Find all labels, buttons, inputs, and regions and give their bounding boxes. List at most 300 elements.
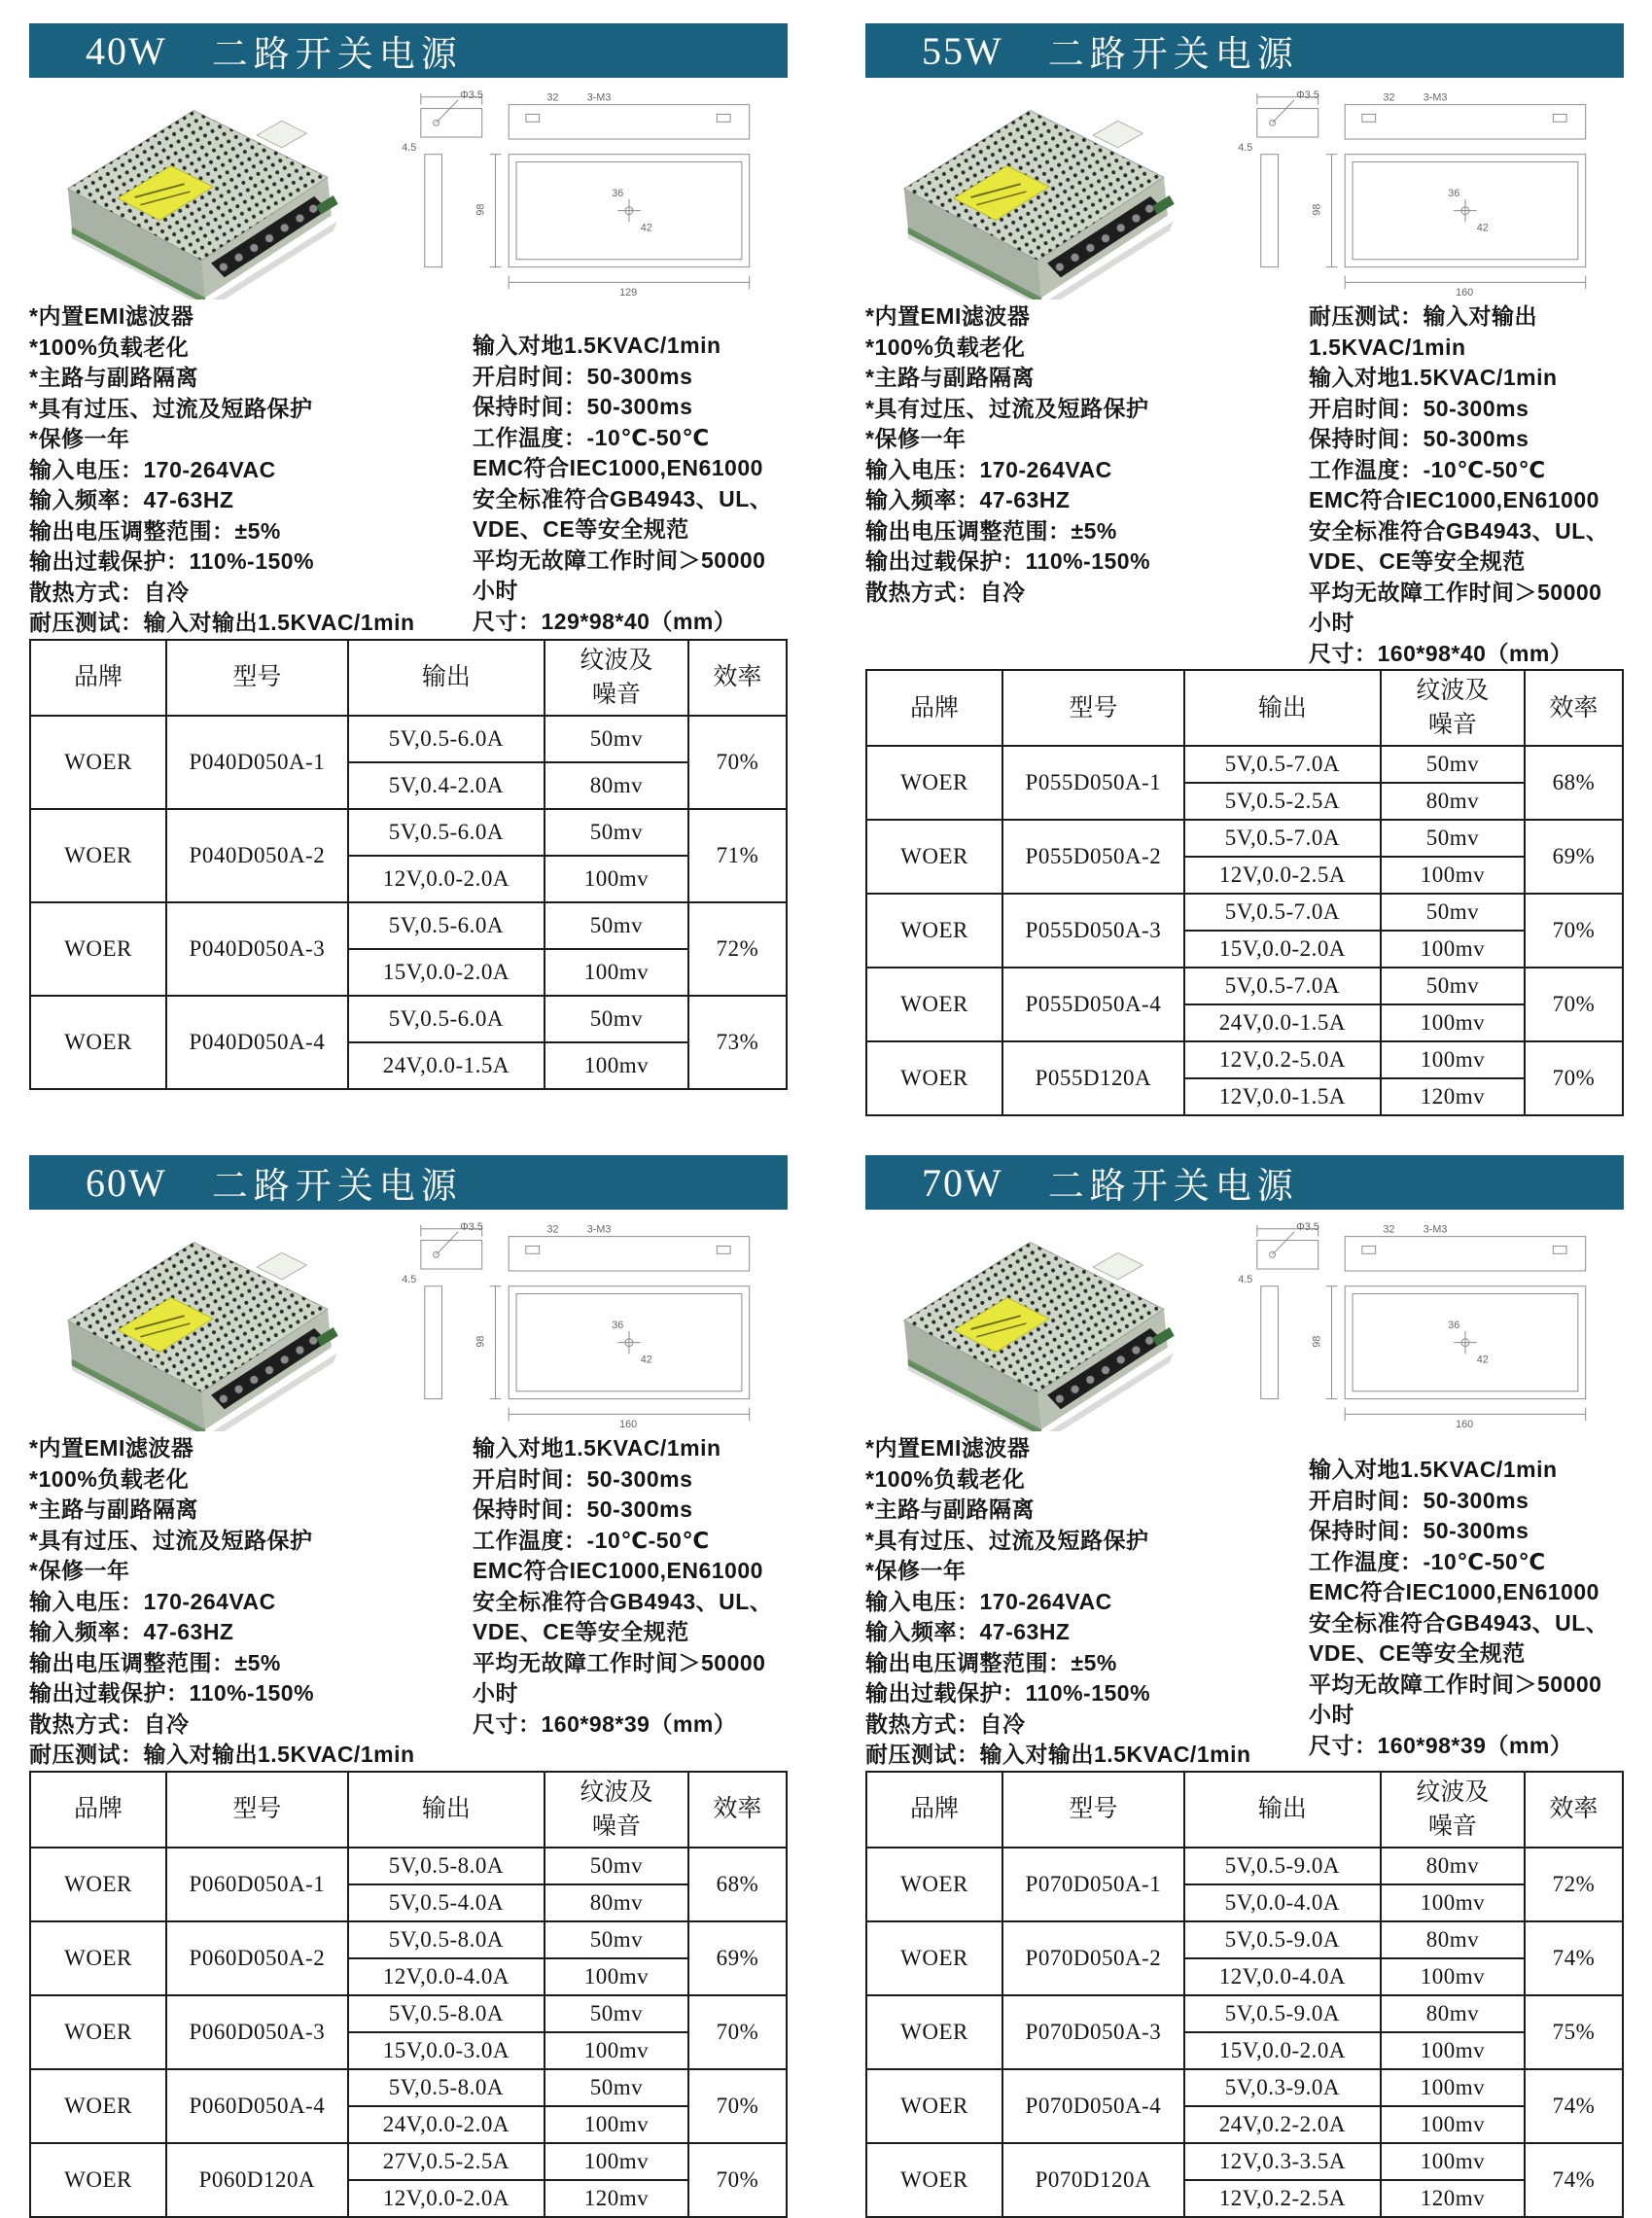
efficiency-cell: 70% (688, 716, 787, 809)
spec-line: *保修一年 (29, 426, 130, 451)
table-row (866, 2143, 1623, 2180)
spec-line: 保持时间：50-300ms (1309, 426, 1529, 451)
spec-line: EMC符合IEC1000,EN61000 (1309, 1579, 1599, 1604)
section-title-bar (29, 1155, 788, 1210)
brand-cell: WOER (866, 968, 1002, 1041)
table-row (30, 716, 787, 762)
section-40w (29, 23, 788, 1116)
spec-line: 散热方式：自冷 (29, 579, 190, 605)
efficiency-cell: 69% (1525, 820, 1623, 894)
spec-line: *具有过压、过流及短路保护 (29, 1527, 313, 1553)
spec-line: 输出过载保护：110%-150% (29, 1680, 315, 1706)
spec-line: EMC符合IEC1000,EN61000 (1309, 487, 1599, 512)
output-cell: 15V,0.0-3.0A (348, 2032, 545, 2069)
brand-cell: WOER (866, 2069, 1002, 2143)
spec-text-block (29, 301, 788, 639)
spec-line: 尺寸：160*98*39（mm） (473, 1710, 737, 1737)
column-header: 型号 (166, 1772, 348, 1848)
table-row (30, 2069, 787, 2106)
column-header: 效率 (1525, 1772, 1623, 1848)
product-photo (865, 86, 1186, 304)
efficiency-cell: 74% (1525, 2069, 1623, 2143)
output-cell: 5V,0.5-4.0A (348, 1884, 545, 1921)
spec-line: 耐压测试：输入对输出1.5KVAC/1min (29, 1742, 415, 1767)
spec-line: 尺寸：160*98*40（mm） (1309, 640, 1573, 666)
table-row (30, 809, 787, 856)
dim-screws-label: 3-M3 (586, 91, 612, 104)
section-title-bar (29, 23, 788, 78)
output-cell: 5V,0.5-8.0A (348, 1921, 545, 1958)
dimension-drawing-svg (362, 86, 785, 299)
table-row (866, 746, 1623, 783)
spec-line: 输入频率：47-63HZ (865, 1619, 1071, 1644)
output-cell: 15V,0.0-2.0A (1184, 931, 1381, 968)
efficiency-cell: 68% (1525, 746, 1623, 820)
model-cell: P070D120A (1002, 2143, 1184, 2217)
spec-line: EMC符合IEC1000,EN61000 (473, 1558, 763, 1583)
model-cell: P055D120A (1002, 1041, 1184, 1115)
model-cell: P060D050A-1 (166, 1848, 348, 1921)
output-cell: 15V,0.0-2.0A (348, 949, 545, 996)
output-cell: 5V,0.4-2.0A (348, 762, 545, 809)
column-header: 纹波及噪音 (1381, 1772, 1525, 1848)
brand-cell: WOER (866, 894, 1002, 968)
spec-line: *100%负载老化 (865, 1465, 1026, 1492)
model-cell: P040D050A-4 (166, 996, 348, 1089)
table-row (30, 1995, 787, 2032)
section-55w (865, 23, 1624, 1116)
ripple-cell: 100mv (1381, 2069, 1525, 2106)
feature-list (29, 1433, 459, 1771)
spec-line: *100%负载老化 (29, 1465, 190, 1492)
table-row (866, 1995, 1623, 2032)
section-title-bar (865, 1155, 1624, 1210)
ripple-cell: 50mv (1381, 968, 1525, 1004)
spec-line: 输入对地1.5KVAC/1min (1309, 365, 1558, 390)
dim-c2-label: 42 (640, 1354, 652, 1366)
model-cell: P060D120A (166, 2143, 348, 2217)
ripple-cell: 100mv (1381, 1884, 1525, 1921)
brand-cell: WOER (866, 1041, 1002, 1115)
output-cell: 5V,0.5-6.0A (348, 809, 545, 856)
spec-line: 输入电压：170-264VAC (29, 456, 276, 482)
column-header: 型号 (1002, 670, 1184, 746)
model-spec-table (865, 1771, 1624, 2218)
dim-edge-label: 4.5 (1238, 141, 1253, 154)
spec-line: 工作温度：-10℃-50℃ (473, 1527, 710, 1553)
spec-text-block (29, 1433, 788, 1771)
spec-line: 平均无故障工作时间＞50000小时 (473, 1649, 766, 1706)
column-header: 效率 (688, 1772, 787, 1848)
spec-line: 耐压测试：输入对输出1.5KVAC/1min (865, 1742, 1251, 1767)
output-cell: 12V,0.0-2.0A (348, 856, 545, 902)
output-cell: 12V,0.3-3.5A (1184, 2143, 1381, 2180)
model-cell: P055D050A-2 (1002, 820, 1184, 894)
spec-line: 保持时间：50-300ms (473, 394, 693, 419)
dim-pitch-label: 32 (546, 91, 559, 104)
section-title: 二路开关电源 (211, 35, 463, 75)
dim-c1-label: 36 (612, 1319, 624, 1331)
column-header: 效率 (688, 640, 787, 716)
column-header: 型号 (166, 640, 348, 716)
spec-line: 开启时间：50-300ms (473, 1465, 693, 1492)
output-cell: 5V,0.5-7.0A (1184, 968, 1381, 1004)
efficiency-cell: 73% (688, 996, 787, 1089)
model-cell: P070D050A-3 (1002, 1995, 1184, 2069)
output-cell: 5V,0.5-9.0A (1184, 1848, 1381, 1884)
column-header: 输出 (348, 1772, 545, 1848)
efficiency-cell: 75% (1525, 1995, 1623, 2069)
dim-screws-label: 3-M3 (586, 1223, 612, 1236)
brand-cell: WOER (30, 2143, 166, 2217)
ripple-cell: 100mv (545, 2143, 688, 2180)
spec-line: 输入对地1.5KVAC/1min (1309, 1457, 1558, 1482)
column-header: 纹波及噪音 (545, 1772, 688, 1848)
spec-line: 输入电压：170-264VAC (29, 1588, 276, 1614)
column-header: 品牌 (866, 670, 1002, 746)
output-cell: 12V,0.0-2.5A (1184, 857, 1381, 894)
section-title: 二路开关电源 (1047, 1167, 1299, 1207)
brand-cell: WOER (30, 1995, 166, 2069)
ripple-cell: 50mv (1381, 820, 1525, 857)
output-cell: 5V,0.5-2.5A (1184, 783, 1381, 820)
spec-line: *主路与副路隔离 (29, 1496, 198, 1522)
table-row (866, 1848, 1623, 1884)
spec-line: 散热方式：自冷 (865, 579, 1026, 605)
spec-line: 散热方式：自冷 (29, 1710, 190, 1737)
spec-line: *保修一年 (865, 426, 967, 451)
output-cell: 12V,0.2-5.0A (1184, 1041, 1381, 1078)
efficiency-cell: 74% (1525, 2143, 1623, 2217)
table-row (866, 1921, 1623, 1958)
output-cell: 12V,0.0-4.0A (1184, 1958, 1381, 1995)
output-cell: 5V,0.5-6.0A (348, 996, 545, 1042)
model-cell: P055D050A-3 (1002, 894, 1184, 968)
ripple-cell: 100mv (1381, 1041, 1525, 1078)
feature-list (865, 301, 1295, 608)
table-header-row (30, 1772, 787, 1848)
ripple-cell: 50mv (1381, 894, 1525, 931)
dim-c2-label: 42 (1476, 222, 1489, 234)
spec-line: 输入对地1.5KVAC/1min (473, 1435, 721, 1461)
spec-line: 输入频率：47-63HZ (29, 487, 234, 512)
table-row (866, 894, 1623, 931)
dim-depth-label: 98 (1311, 203, 1323, 216)
spec-line: 开启时间：50-300ms (473, 363, 693, 389)
output-cell: 5V,0.5-7.0A (1184, 746, 1381, 783)
spec-line: 输出过载保护：110%-150% (29, 548, 315, 574)
brand-cell: WOER (30, 902, 166, 996)
power-supply-photo (865, 1217, 1186, 1431)
spec-line: 安全标准符合GB4943、UL、VDE、CE等安全规范 (473, 1588, 773, 1644)
model-cell: P060D050A-2 (166, 1921, 348, 1995)
output-cell: 24V,0.0-2.0A (348, 2106, 545, 2143)
dim-hole-label: Φ3.5 (460, 88, 483, 101)
product-photo (29, 1217, 350, 1436)
dim-hole-label: Φ3.5 (1296, 1220, 1319, 1233)
dimension-drawing (362, 1217, 788, 1436)
efficiency-cell: 74% (1525, 1921, 1623, 1995)
table-row (866, 1041, 1623, 1078)
efficiency-cell: 70% (1525, 968, 1623, 1041)
output-cell: 12V,0.0-1.5A (1184, 1078, 1381, 1115)
section-60w (29, 1155, 788, 2218)
output-cell: 5V,0.5-9.0A (1184, 1921, 1381, 1958)
spec-text-block (865, 1433, 1624, 1771)
spec-line: 耐压测试：输入对输出1.5KVAC/1min (1309, 303, 1537, 360)
brand-cell: WOER (866, 746, 1002, 820)
ripple-cell: 50mv (545, 902, 688, 949)
efficiency-cell: 71% (688, 809, 787, 902)
power-supply-photo (29, 1217, 350, 1431)
spec-line: 保持时间：50-300ms (473, 1496, 693, 1522)
ripple-cell: 80mv (1381, 1995, 1525, 2032)
spec-line: *内置EMI滤波器 (29, 1435, 194, 1461)
power-supply-photo (865, 86, 1186, 299)
output-cell: 5V,0.5-8.0A (348, 1848, 545, 1884)
dim-edge-label: 4.5 (1238, 1273, 1253, 1285)
dim-c1-label: 36 (1448, 1319, 1460, 1331)
spec-line: 输入对地1.5KVAC/1min (473, 333, 721, 358)
product-photo (29, 86, 350, 304)
spec-line: *内置EMI滤波器 (865, 1435, 1031, 1461)
ripple-cell: 80mv (545, 1884, 688, 1921)
dim-pitch-label: 32 (1383, 91, 1395, 104)
ripple-cell: 80mv (1381, 783, 1525, 820)
ripple-cell: 100mv (545, 1042, 688, 1089)
section-power-label: 40W (86, 28, 167, 73)
spec-line: 平均无故障工作时间＞50000小时 (473, 546, 766, 603)
spec-line: *具有过压、过流及短路保护 (865, 1527, 1149, 1553)
product-photo (865, 1217, 1186, 1436)
table-row (866, 820, 1623, 857)
model-spec-table (29, 1771, 788, 2218)
spec-line: *内置EMI滤波器 (29, 303, 194, 329)
efficiency-cell: 70% (688, 2069, 787, 2143)
spec-line: *具有过压、过流及短路保护 (865, 395, 1149, 421)
spec-line: 安全标准符合GB4943、UL、VDE、CE等安全规范 (473, 485, 773, 542)
ripple-cell: 100mv (545, 2032, 688, 2069)
dim-c1-label: 36 (1448, 187, 1460, 199)
ripple-cell: 50mv (545, 1848, 688, 1884)
spec-line: *主路与副路隔离 (29, 365, 198, 390)
table-header-row (866, 1772, 1623, 1848)
spec-line: *100%负载老化 (29, 334, 190, 360)
spec-line: 输出电压调整范围：±5% (865, 517, 1117, 544)
spec-line: 尺寸：160*98*39（mm） (1309, 1732, 1573, 1758)
brand-cell: WOER (866, 2143, 1002, 2217)
efficiency-cell: 70% (1525, 894, 1623, 968)
output-cell: 27V,0.5-2.5A (348, 2143, 545, 2180)
dim-pitch-label: 32 (1383, 1223, 1395, 1236)
media-row (865, 86, 1624, 299)
spec-list (1309, 301, 1624, 669)
output-cell: 12V,0.0-4.0A (348, 1958, 545, 1995)
model-spec-table (865, 669, 1624, 1116)
column-header: 纹波及噪音 (1381, 670, 1525, 746)
model-cell: P040D050A-2 (166, 809, 348, 902)
ripple-cell: 50mv (545, 1921, 688, 1958)
dim-depth-label: 98 (475, 203, 487, 216)
output-cell: 5V,0.5-6.0A (348, 902, 545, 949)
spec-line: 安全标准符合GB4943、UL、VDE、CE等安全规范 (1309, 1609, 1609, 1666)
dimension-drawing (362, 86, 788, 304)
table-header-row (866, 670, 1623, 746)
output-cell: 5V,0.5-8.0A (348, 1995, 545, 2032)
ripple-cell: 50mv (1381, 746, 1525, 783)
ripple-cell: 100mv (1381, 931, 1525, 968)
column-header: 输出 (1184, 670, 1381, 746)
section-power-label: 60W (86, 1160, 167, 1205)
model-cell: P060D050A-3 (166, 1995, 348, 2069)
spec-line: 工作温度：-10℃-50℃ (1309, 456, 1546, 482)
dim-c2-label: 42 (1476, 1354, 1489, 1366)
ripple-cell: 50mv (545, 1995, 688, 2032)
ripple-cell: 120mv (545, 2180, 688, 2217)
efficiency-cell: 70% (688, 2143, 787, 2217)
dim-length-label: 160 (1456, 287, 1474, 299)
ripple-cell: 100mv (1381, 1958, 1525, 1995)
spec-line: 平均无故障工作时间＞50000小时 (1309, 1671, 1602, 1727)
ripple-cell: 100mv (1381, 857, 1525, 894)
spec-line: *主路与副路隔离 (865, 1496, 1035, 1522)
ripple-cell: 100mv (545, 949, 688, 996)
spec-list (1309, 1433, 1624, 1761)
model-cell: P040D050A-3 (166, 902, 348, 996)
spec-line: 尺寸：129*98*40（mm） (473, 608, 737, 634)
column-header: 品牌 (30, 1772, 166, 1848)
dim-edge-label: 4.5 (402, 1273, 417, 1285)
spec-line: *内置EMI滤波器 (865, 303, 1031, 329)
spec-line: 耐压测试：输入对输出1.5KVAC/1min (29, 610, 415, 635)
media-row (29, 86, 788, 299)
dim-length-label: 160 (619, 1419, 638, 1431)
column-header: 品牌 (866, 1772, 1002, 1848)
table-row (30, 1921, 787, 1958)
dimension-drawing (1198, 86, 1624, 304)
dim-length-label: 160 (1456, 1419, 1474, 1431)
efficiency-cell: 70% (688, 1995, 787, 2069)
dim-depth-label: 98 (1311, 1335, 1323, 1348)
spec-line: EMC符合IEC1000,EN61000 (473, 455, 763, 480)
column-header: 型号 (1002, 1772, 1184, 1848)
brand-cell: WOER (866, 1921, 1002, 1995)
dim-c1-label: 36 (612, 187, 624, 199)
ripple-cell: 100mv (545, 2106, 688, 2143)
media-row (865, 1217, 1624, 1431)
ripple-cell: 50mv (545, 809, 688, 856)
table-row (866, 968, 1623, 1004)
dimension-drawing (1198, 1217, 1624, 1436)
efficiency-cell: 70% (1525, 1041, 1623, 1115)
spec-line: 输入电压：170-264VAC (865, 456, 1112, 482)
power-supply-photo (29, 86, 350, 299)
spec-list (473, 1433, 788, 1740)
ripple-cell: 80mv (1381, 1921, 1525, 1958)
output-cell: 5V,0.5-8.0A (348, 2069, 545, 2106)
column-header: 输出 (348, 640, 545, 716)
ripple-cell: 80mv (1381, 1848, 1525, 1884)
ripple-cell: 50mv (545, 2069, 688, 2106)
ripple-cell: 100mv (1381, 2032, 1525, 2069)
ripple-cell: 120mv (1381, 1078, 1525, 1115)
output-cell: 5V,0.5-7.0A (1184, 894, 1381, 931)
spec-line: 输入频率：47-63HZ (865, 487, 1071, 512)
dim-c2-label: 42 (640, 222, 652, 234)
output-cell: 5V,0.0-4.0A (1184, 1884, 1381, 1921)
ripple-cell: 100mv (1381, 1004, 1525, 1041)
section-title: 二路开关电源 (211, 1167, 463, 1207)
spec-line: 平均无故障工作时间＞50000小时 (1309, 579, 1602, 635)
model-cell: P070D050A-1 (1002, 1848, 1184, 1921)
dimension-drawing-svg (1198, 1217, 1621, 1431)
output-cell: 5V,0.3-9.0A (1184, 2069, 1381, 2106)
brand-cell: WOER (30, 1848, 166, 1921)
brand-cell: WOER (30, 1921, 166, 1995)
dim-depth-label: 98 (475, 1335, 487, 1348)
ripple-cell: 80mv (545, 762, 688, 809)
spec-line: 保持时间：50-300ms (1309, 1518, 1529, 1543)
table-row (866, 2069, 1623, 2106)
ripple-cell: 100mv (1381, 2106, 1525, 2143)
table-row (30, 996, 787, 1042)
spec-line: 输出过载保护：110%-150% (865, 1680, 1151, 1706)
section-power-label: 70W (922, 1160, 1003, 1205)
ripple-cell: 50mv (545, 716, 688, 762)
brand-cell: WOER (866, 1848, 1002, 1921)
spec-line: 输入频率：47-63HZ (29, 1619, 234, 1644)
output-cell: 5V,0.5-9.0A (1184, 1995, 1381, 2032)
spec-line: 散热方式：自冷 (865, 1710, 1026, 1737)
dim-hole-label: Φ3.5 (460, 1220, 483, 1233)
feature-list (865, 1433, 1295, 1771)
brand-cell: WOER (30, 716, 166, 809)
media-row (29, 1217, 788, 1431)
model-cell: P055D050A-1 (1002, 746, 1184, 820)
output-cell: 12V,0.2-2.5A (1184, 2180, 1381, 2217)
efficiency-cell: 69% (688, 1921, 787, 1995)
table-header-row (30, 640, 787, 716)
output-cell: 24V,0.0-1.5A (348, 1042, 545, 1089)
section-70w (865, 1155, 1624, 2218)
brand-cell: WOER (30, 2069, 166, 2143)
dim-screws-label: 3-M3 (1423, 91, 1448, 104)
spec-line: *保修一年 (29, 1558, 130, 1583)
dim-screws-label: 3-M3 (1423, 1223, 1448, 1236)
brand-cell: WOER (30, 809, 166, 902)
output-cell: 24V,0.0-1.5A (1184, 1004, 1381, 1041)
spec-line: 开启时间：50-300ms (1309, 1487, 1529, 1513)
spec-line: *保修一年 (865, 1558, 967, 1583)
dim-pitch-label: 32 (546, 1223, 559, 1236)
column-header: 效率 (1525, 670, 1623, 746)
column-header: 品牌 (30, 640, 166, 716)
brand-cell: WOER (866, 1995, 1002, 2069)
dimension-drawing-svg (362, 1217, 785, 1431)
spec-line: 工作温度：-10℃-50℃ (473, 424, 710, 450)
section-title-bar (865, 23, 1624, 78)
model-cell: P070D050A-4 (1002, 2069, 1184, 2143)
table-row (30, 2143, 787, 2180)
spec-line: 输入电压：170-264VAC (865, 1588, 1112, 1614)
spec-list (473, 301, 788, 637)
feature-list (29, 301, 459, 639)
brand-cell: WOER (30, 996, 166, 1089)
ripple-cell: 100mv (545, 1958, 688, 1995)
table-row (30, 1848, 787, 1884)
brand-cell: WOER (866, 820, 1002, 894)
spec-line: 输出电压调整范围：±5% (29, 1649, 281, 1675)
